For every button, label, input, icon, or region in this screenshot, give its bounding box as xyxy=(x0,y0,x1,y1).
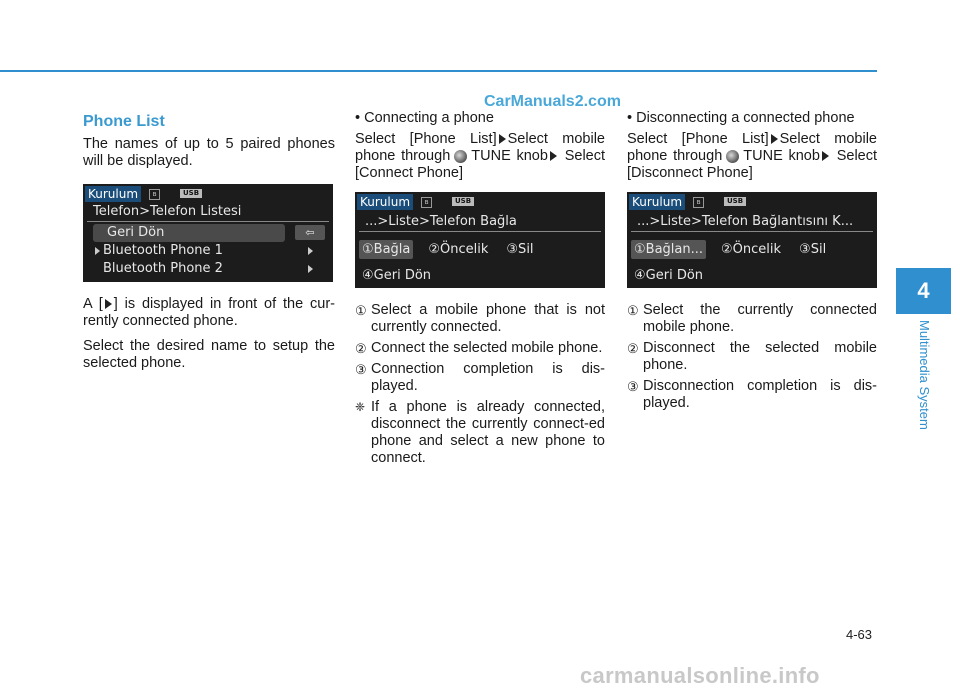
option-disconnect: ①Bağlan... xyxy=(631,240,706,259)
column-connecting xyxy=(355,110,605,467)
option-priority: ②Öncelik xyxy=(428,241,489,257)
option-delete: ③Sil xyxy=(799,241,827,257)
usb-icon: USB xyxy=(180,189,202,198)
usb-icon: USB xyxy=(452,197,474,206)
play-icon xyxy=(105,299,112,309)
subsection-title: • Disconnecting a connected phone xyxy=(627,110,855,126)
phone-item-1: Bluetooth Phone 1 xyxy=(103,243,223,258)
watermark-bottom[interactable]: carmanualsonline.info xyxy=(580,663,820,688)
option-delete: ③Sil xyxy=(506,241,534,257)
option-back: ④Geri Dön xyxy=(362,267,432,283)
subsection-title: • Connecting a phone xyxy=(355,110,494,126)
play-icon xyxy=(550,151,557,161)
play-icon xyxy=(499,134,506,144)
bluetooth-icon: ʙ xyxy=(421,197,432,208)
list-item: ③ Connection completion is dis-played. xyxy=(355,361,605,394)
tune-knob-icon xyxy=(454,150,467,163)
screen-disconnect-phone xyxy=(627,192,877,288)
option-connect: ①Bağla xyxy=(359,240,413,259)
tune-knob-icon xyxy=(726,150,739,163)
instruction: Select [Phone List] Select mobile phone through TUNE knob Select [Disconnect Phone] xyxy=(627,131,878,181)
chevron-right-icon xyxy=(308,247,313,255)
steps-list xyxy=(627,302,877,412)
note-mark: ❈ xyxy=(355,400,366,414)
screen-connect-phone xyxy=(355,192,605,288)
play-icon xyxy=(822,151,829,161)
list-item: ② Disconnect the selected mobile phone. xyxy=(627,340,877,373)
play-icon xyxy=(771,134,778,144)
list-item: ① Select the currently connected mobile phone. xyxy=(627,302,877,335)
instruction: Select [Phone List] Select mobile phone through TUNE knob Select [Connect Phone] xyxy=(355,131,606,181)
paragraph-connected-indicator: A [ ] is displayed in front of the cur-rently connected phone. xyxy=(83,296,335,329)
chapter-tab: 4 xyxy=(896,268,951,314)
phone-item-2: Bluetooth Phone 2 xyxy=(103,261,223,276)
steps-list xyxy=(355,302,605,395)
list-item: ① Select a mobile phone that is not currently connected. xyxy=(355,302,605,335)
list-item: ② Connect the selected mobile phone. xyxy=(355,340,603,356)
connected-indicator-icon xyxy=(95,247,100,255)
bluetooth-icon: ʙ xyxy=(693,197,704,208)
note: ❈ If a phone is already connected, disconnect the currently connect-ed phone and select a new phone to connect. xyxy=(355,399,605,466)
menu-item-back: Geri Dön xyxy=(93,224,285,242)
list-item: ③ Disconnection completion is dis-played. xyxy=(627,378,877,411)
chapter-title: Multimedia System xyxy=(917,320,932,430)
screen-header: Kurulum xyxy=(357,194,413,210)
screen-title: ...>Liste>Telefon Bağlantısını K... xyxy=(631,213,873,232)
page-number: 4-63 xyxy=(846,627,873,642)
column-phone-list xyxy=(83,110,335,380)
watermark-top[interactable]: CarManuals2.com xyxy=(484,93,621,110)
top-rule xyxy=(0,70,877,72)
bluetooth-icon: ʙ xyxy=(149,189,160,200)
option-priority: ②Öncelik xyxy=(721,241,782,257)
screen-header: Kurulum xyxy=(629,194,685,210)
back-icon: ⇦ xyxy=(295,225,325,240)
usb-icon: USB xyxy=(724,197,746,206)
option-back: ④Geri Dön xyxy=(634,267,704,283)
column-disconnecting xyxy=(627,110,877,416)
chevron-right-icon xyxy=(308,265,313,273)
screen-phone-list xyxy=(83,184,333,282)
screen-title: Telefon>Telefon Listesi xyxy=(87,203,329,222)
screen-header: Kurulum xyxy=(85,186,141,202)
screen-title: ...>Liste>Telefon Bağla xyxy=(359,213,601,232)
paragraph-select-name: Select the desired name to setup the selected phone. xyxy=(83,338,335,371)
section-heading: Phone List xyxy=(83,113,165,130)
paragraph-paired-phones: The names of up to 5 paired phones will be displayed. xyxy=(83,136,335,169)
